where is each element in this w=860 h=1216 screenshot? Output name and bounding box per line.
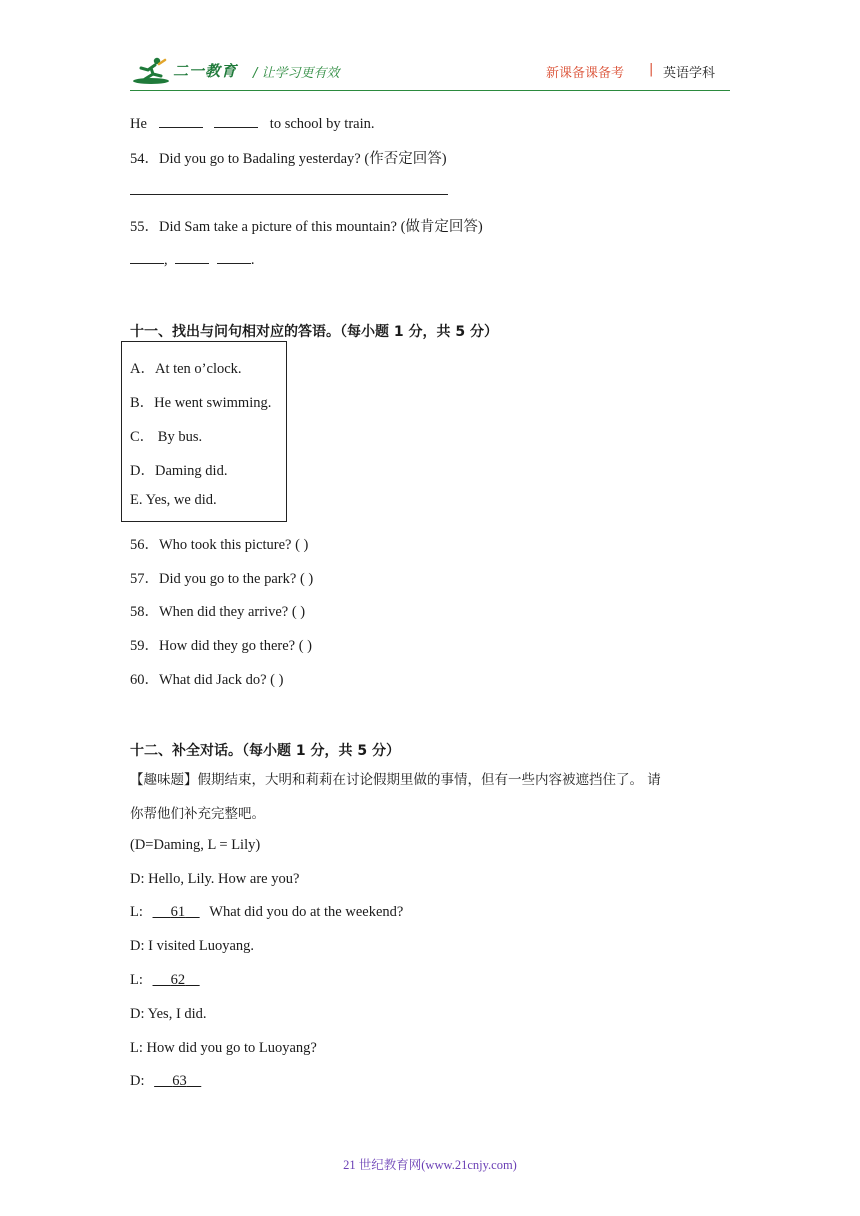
q57[interactable]: 57．Did you go to the park? ( ) (130, 571, 314, 587)
speaker: L: (130, 972, 143, 988)
page-header (0, 0, 860, 100)
logo-text: 二一教育 (173, 62, 238, 80)
speaker: D: (130, 938, 145, 954)
dialogue-line (130, 871, 299, 888)
speaker: L: (130, 1040, 143, 1056)
q55-blank-2[interactable] (175, 250, 209, 264)
option-b: B．He went swimming. (130, 395, 272, 411)
speaker: L: (130, 904, 143, 920)
dialogue-line (130, 1040, 317, 1057)
dialogue-legend: (D=Daming, L = Lily) (130, 837, 261, 853)
q55-blank-1[interactable] (130, 250, 164, 264)
blank-62[interactable]: 62 (170, 972, 186, 988)
q54-answer-line[interactable] (130, 194, 448, 195)
blank-61[interactable]: 61 (170, 904, 186, 920)
header-divider (130, 90, 730, 91)
page-footer: 21 世纪教育网(www.21cnjy.com) (343, 1158, 517, 1172)
section-12-intro-1: 【趣味题】假期结束，大明和莉莉在讨论假期里做的事情，但有一些内容被遮挡住了。 请 (130, 772, 661, 788)
q53-answer-line (130, 114, 375, 133)
q58[interactable]: 58．When did they arrive? ( ) (130, 604, 306, 620)
dialogue-line (130, 1006, 207, 1023)
speaker: D: (130, 1073, 145, 1089)
speaker: D: (130, 1006, 145, 1022)
dialogue-line (130, 1073, 201, 1090)
dialogue-text: I visited Luoyang. (148, 938, 255, 954)
option-d: D．Daming did. (130, 463, 228, 479)
q53-blank-2[interactable] (214, 114, 258, 128)
q53-end: to school by train. (269, 116, 375, 132)
q53-blank-1[interactable] (159, 114, 203, 128)
header-slogan: / 让学习更有效 (253, 66, 340, 81)
dialogue-text: How did you go to Luoyang? (146, 1040, 317, 1056)
logo (131, 56, 241, 88)
option-c: C． By bus. (130, 429, 203, 445)
dialogue-line (130, 972, 200, 989)
q53-start: He (130, 116, 147, 132)
q59[interactable]: 59．How did they go there? ( ) (130, 638, 313, 654)
q55-answer-line: , . (130, 250, 255, 269)
q60[interactable]: 60．What did Jack do? ( ) (130, 672, 284, 688)
option-a: A．At ten o’clock. (130, 361, 242, 377)
section-11-title: 十一、找出与问句相对应的答语。（每小题 1 分，共 5 分） (130, 324, 498, 340)
header-tagline: 新课备课备考 (546, 66, 625, 81)
dialogue-text: Yes, I did. (147, 1006, 207, 1022)
header-separator: | (649, 62, 654, 77)
q55-blank-3[interactable] (217, 250, 251, 264)
section-12-title: 十二、补全对话。（每小题 1 分，共 5 分） (130, 743, 400, 759)
q55-question: 55．Did Sam take a picture of this mountain? (做肯定回答) (130, 219, 483, 235)
q54-question: 54．Did you go to Badaling yesterday? (作否定回答) (130, 151, 447, 167)
q56[interactable]: 56．Who took this picture? ( ) (130, 537, 309, 553)
section-12-intro-2: 你帮他们补充完整吧。 (130, 806, 265, 822)
blank-63[interactable]: 63 (172, 1073, 187, 1089)
speaker: D: (130, 871, 145, 887)
dialogue-line (130, 938, 254, 955)
dialogue-text: What did you do at the weekend? (209, 904, 404, 920)
dialogue-line (130, 904, 403, 921)
option-e: E. Yes, we did. (130, 492, 217, 508)
header-subject: 英语学科 (663, 66, 716, 81)
runner-logo-icon (131, 56, 171, 86)
dialogue-text: Hello, Lily. How are you? (148, 871, 300, 887)
